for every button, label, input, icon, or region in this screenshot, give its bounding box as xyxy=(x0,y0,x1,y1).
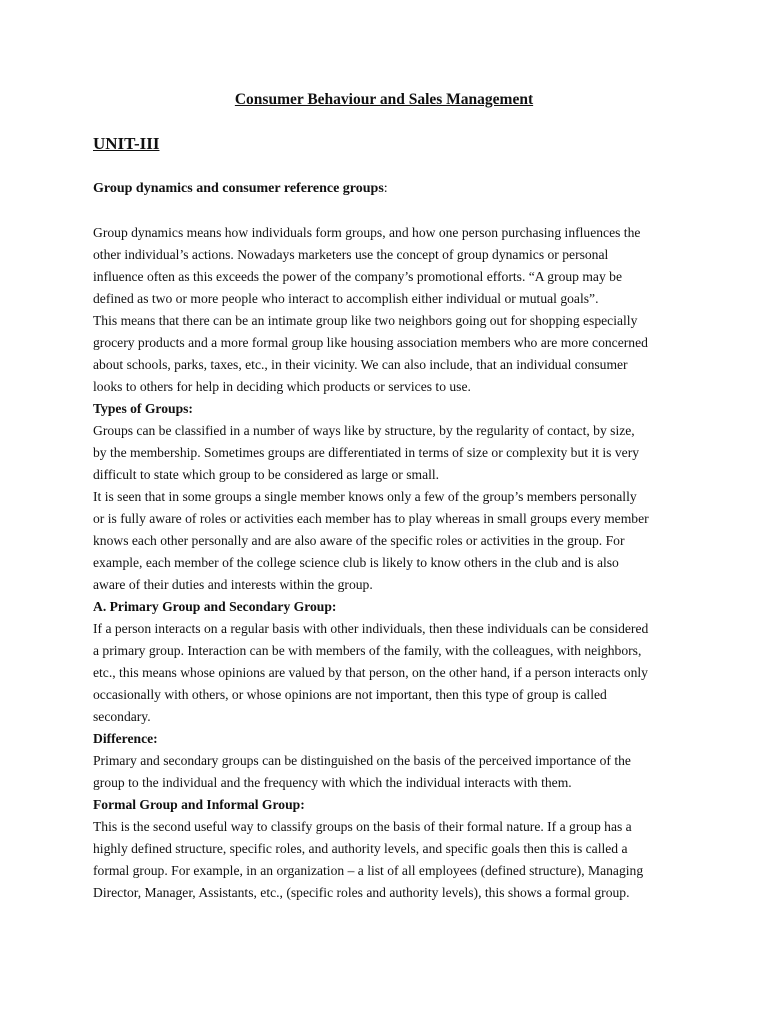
paragraph-line: This means that there can be an intimate group like two neighbors going out for shopping especially xyxy=(93,313,638,328)
section-subheading: Types of Groups: xyxy=(93,401,193,416)
paragraph-line: example, each member of the college science club is likely to know others in the club and is also xyxy=(93,555,619,570)
paragraph-line: or is fully aware of roles or activities each member has to play whereas in small groups every member xyxy=(93,511,649,526)
paragraph-line: group to the individual and the frequency with which the individual interacts with them. xyxy=(93,775,572,790)
paragraph-line: aware of their duties and interests within the group. xyxy=(93,577,373,592)
paragraph-line: highly defined structure, specific roles, and authority levels, and specific goals then this is called a xyxy=(93,841,628,856)
paragraph-line: Primary and secondary groups can be distinguished on the basis of the perceived importance of the xyxy=(93,753,631,768)
paragraph-line: It is seen that in some groups a single member knows only a few of the group’s members personally xyxy=(93,489,637,504)
paragraph-line: If a person interacts on a regular basis with other individuals, then these individuals can be considered xyxy=(93,621,649,636)
paragraph-line: etc., this means whose opinions are valued by that person, on the other hand, if a person interacts only xyxy=(93,665,648,680)
paragraph-line: defined as two or more people who interact to accomplish either individual or mutual goals”. xyxy=(93,291,599,306)
document-title: Consumer Behaviour and Sales Management xyxy=(234,91,534,108)
paragraph-line: looks to others for help in deciding which products or services to use. xyxy=(93,379,471,394)
paragraph-line: occasionally with others, or whose opinions are not important, then this type of group is called xyxy=(93,687,607,702)
section-heading xyxy=(93,179,388,199)
paragraph-line: knows each other personally and are also aware of the specific roles or activities in the group. For xyxy=(93,533,625,548)
paragraph-line: Groups can be classified in a number of ways like by structure, by the regularity of contact, by size, xyxy=(93,423,635,438)
paragraph-line: Group dynamics means how individuals form groups, and how one person purchasing influences the xyxy=(93,225,641,240)
paragraph-line: by the membership. Sometimes groups are differentiated in terms of size or complexity but it is very xyxy=(93,445,640,460)
paragraph-line: grocery products and a more formal group like housing association members who are more concerned xyxy=(93,335,648,350)
section-heading-colon: : xyxy=(383,181,388,196)
section-subheading: Formal Group and Informal Group: xyxy=(93,797,305,812)
paragraph-line: formal group. For example, in an organization – a list of all employees (defined structure), Managing xyxy=(93,863,644,878)
section-subheading: Difference: xyxy=(93,731,158,746)
section-subheading: A. Primary Group and Secondary Group: xyxy=(93,599,337,614)
paragraph-line: secondary. xyxy=(93,709,151,724)
paragraph-line: other individual’s actions. Nowadays marketers use the concept of group dynamics or personal xyxy=(93,247,609,262)
document-body xyxy=(93,222,683,904)
paragraph-line: influence often as this exceeds the power of the company’s promotional efforts. “A group may be xyxy=(93,269,622,284)
paragraph-line: about schools, parks, taxes, etc., in their vicinity. We can also include, that an individual consumer xyxy=(93,357,628,372)
section-heading-text: Group dynamics and consumer reference groups xyxy=(93,181,384,196)
paragraph-line: difficult to state which group to be considered as large or small. xyxy=(93,467,440,482)
unit-heading: UNIT-III xyxy=(93,134,160,153)
paragraph-line: Director, Manager, Assistants, etc., (specific roles and authority levels), this shows a formal group. xyxy=(93,885,630,900)
paragraph-line: This is the second useful way to classify groups on the basis of their formal nature. If a group has a xyxy=(93,819,632,834)
paragraph-line: a primary group. Interaction can be with members of the family, with the colleagues, with neighbors, xyxy=(93,643,642,658)
